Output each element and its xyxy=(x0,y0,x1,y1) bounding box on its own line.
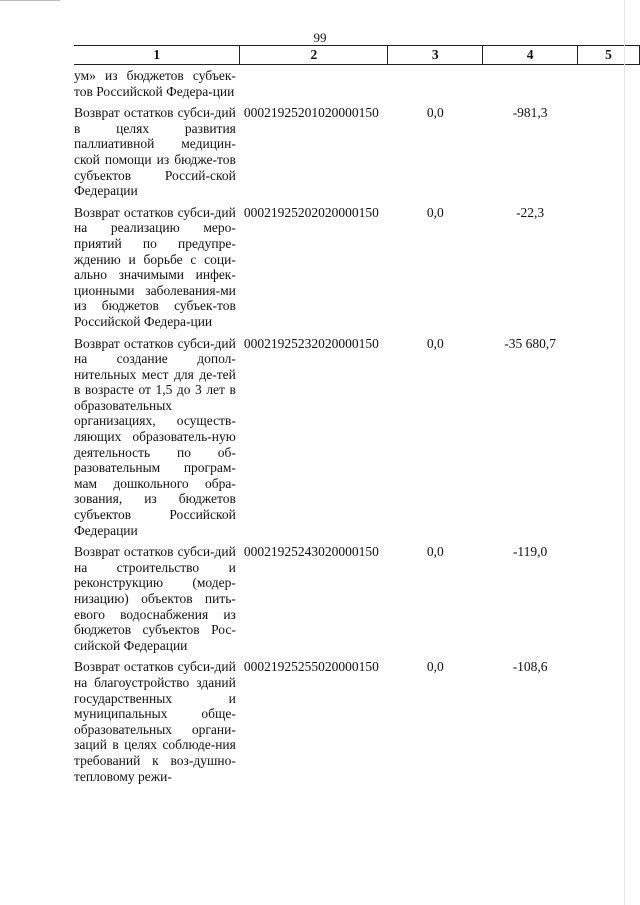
row-code: 00021925243020000150 xyxy=(243,544,379,560)
row-col5 xyxy=(578,659,640,790)
row-code: 00021925255020000150 xyxy=(243,659,379,675)
row-col4: -108,6 xyxy=(512,659,548,675)
row-col5 xyxy=(578,336,640,545)
row-col5 xyxy=(578,65,640,106)
header-col-5: 5 xyxy=(578,46,640,65)
scan-edge-mark xyxy=(624,0,625,905)
row-col3: 0,0 xyxy=(426,204,444,220)
row-col4: -119,0 xyxy=(512,544,548,560)
row-col4: -981,3 xyxy=(512,105,548,121)
row-name: Возврат остатков субси-дий на реализацию меро-приятий по предупре-ждению и борьбе с соци-ально значимыми инфек-ционными заболевания-ми из бюджетов субъек-тов Российской Федера-ции xyxy=(74,204,236,329)
row-col3: 0,0 xyxy=(426,659,444,675)
table-row xyxy=(74,659,640,790)
table-row xyxy=(74,336,640,545)
row-name: Возврат остатков субси-дий на создание допол-нительных мест для де-тей в возрасте от 1,5 до 3 лет в образовательных организациях, осуществ-ляющих образователь-ную деятельность по об-разовательным програм-мам дошкольного обра-зования, из бюджетов субъектов Российской Федерации xyxy=(74,335,236,538)
row-col5 xyxy=(578,105,640,205)
row-code: 00021925202020000150 xyxy=(243,204,379,220)
row-code: 00021925201020000150 xyxy=(243,105,379,121)
row-name: Возврат остатков субси-дий на строительство и реконструкцию (модер-низацию) объектов пить-евого водоснабжения из бюджетов субъектов Рос-сийской Федерации xyxy=(74,544,236,653)
budget-table xyxy=(74,45,640,790)
row-col4 xyxy=(483,65,578,106)
row-col5 xyxy=(578,544,640,659)
table-row xyxy=(74,105,640,205)
row-name: ум» из бюджетов субъек-тов Российской Федера-ции xyxy=(74,68,236,99)
row-code xyxy=(240,65,388,106)
header-col-3: 3 xyxy=(388,46,483,65)
row-col3: 0,0 xyxy=(426,105,444,121)
table-row xyxy=(74,544,640,659)
row-name: Возврат остатков субси-дий в целях развития паллиативной медицин-ской помощи из бюдже-тов субъектов Россий-ской Федерации xyxy=(74,105,236,199)
row-col5 xyxy=(578,205,640,336)
row-col4: -22,3 xyxy=(516,204,545,220)
page-number: 99 xyxy=(313,30,327,45)
row-col3: 0,0 xyxy=(426,335,444,351)
row-col3 xyxy=(388,65,483,106)
header-col-2: 2 xyxy=(240,46,388,65)
row-col3: 0,0 xyxy=(426,544,444,560)
header-col-1: 1 xyxy=(74,46,240,65)
scan-edge-mark xyxy=(0,0,60,1)
table-header-row xyxy=(74,46,640,65)
header-col-4: 4 xyxy=(483,46,578,65)
table-row xyxy=(74,205,640,336)
row-code: 00021925232020000150 xyxy=(243,335,379,351)
table-row xyxy=(74,65,640,106)
row-name: Возврат остатков субси-дий на благоустройство зданий государственных и муниципальных обще-образовательных органи-заций в целях соблюде-ния требований к воз-душно-тепловому режи- xyxy=(74,659,236,784)
row-col4: -35 680,7 xyxy=(504,335,556,351)
